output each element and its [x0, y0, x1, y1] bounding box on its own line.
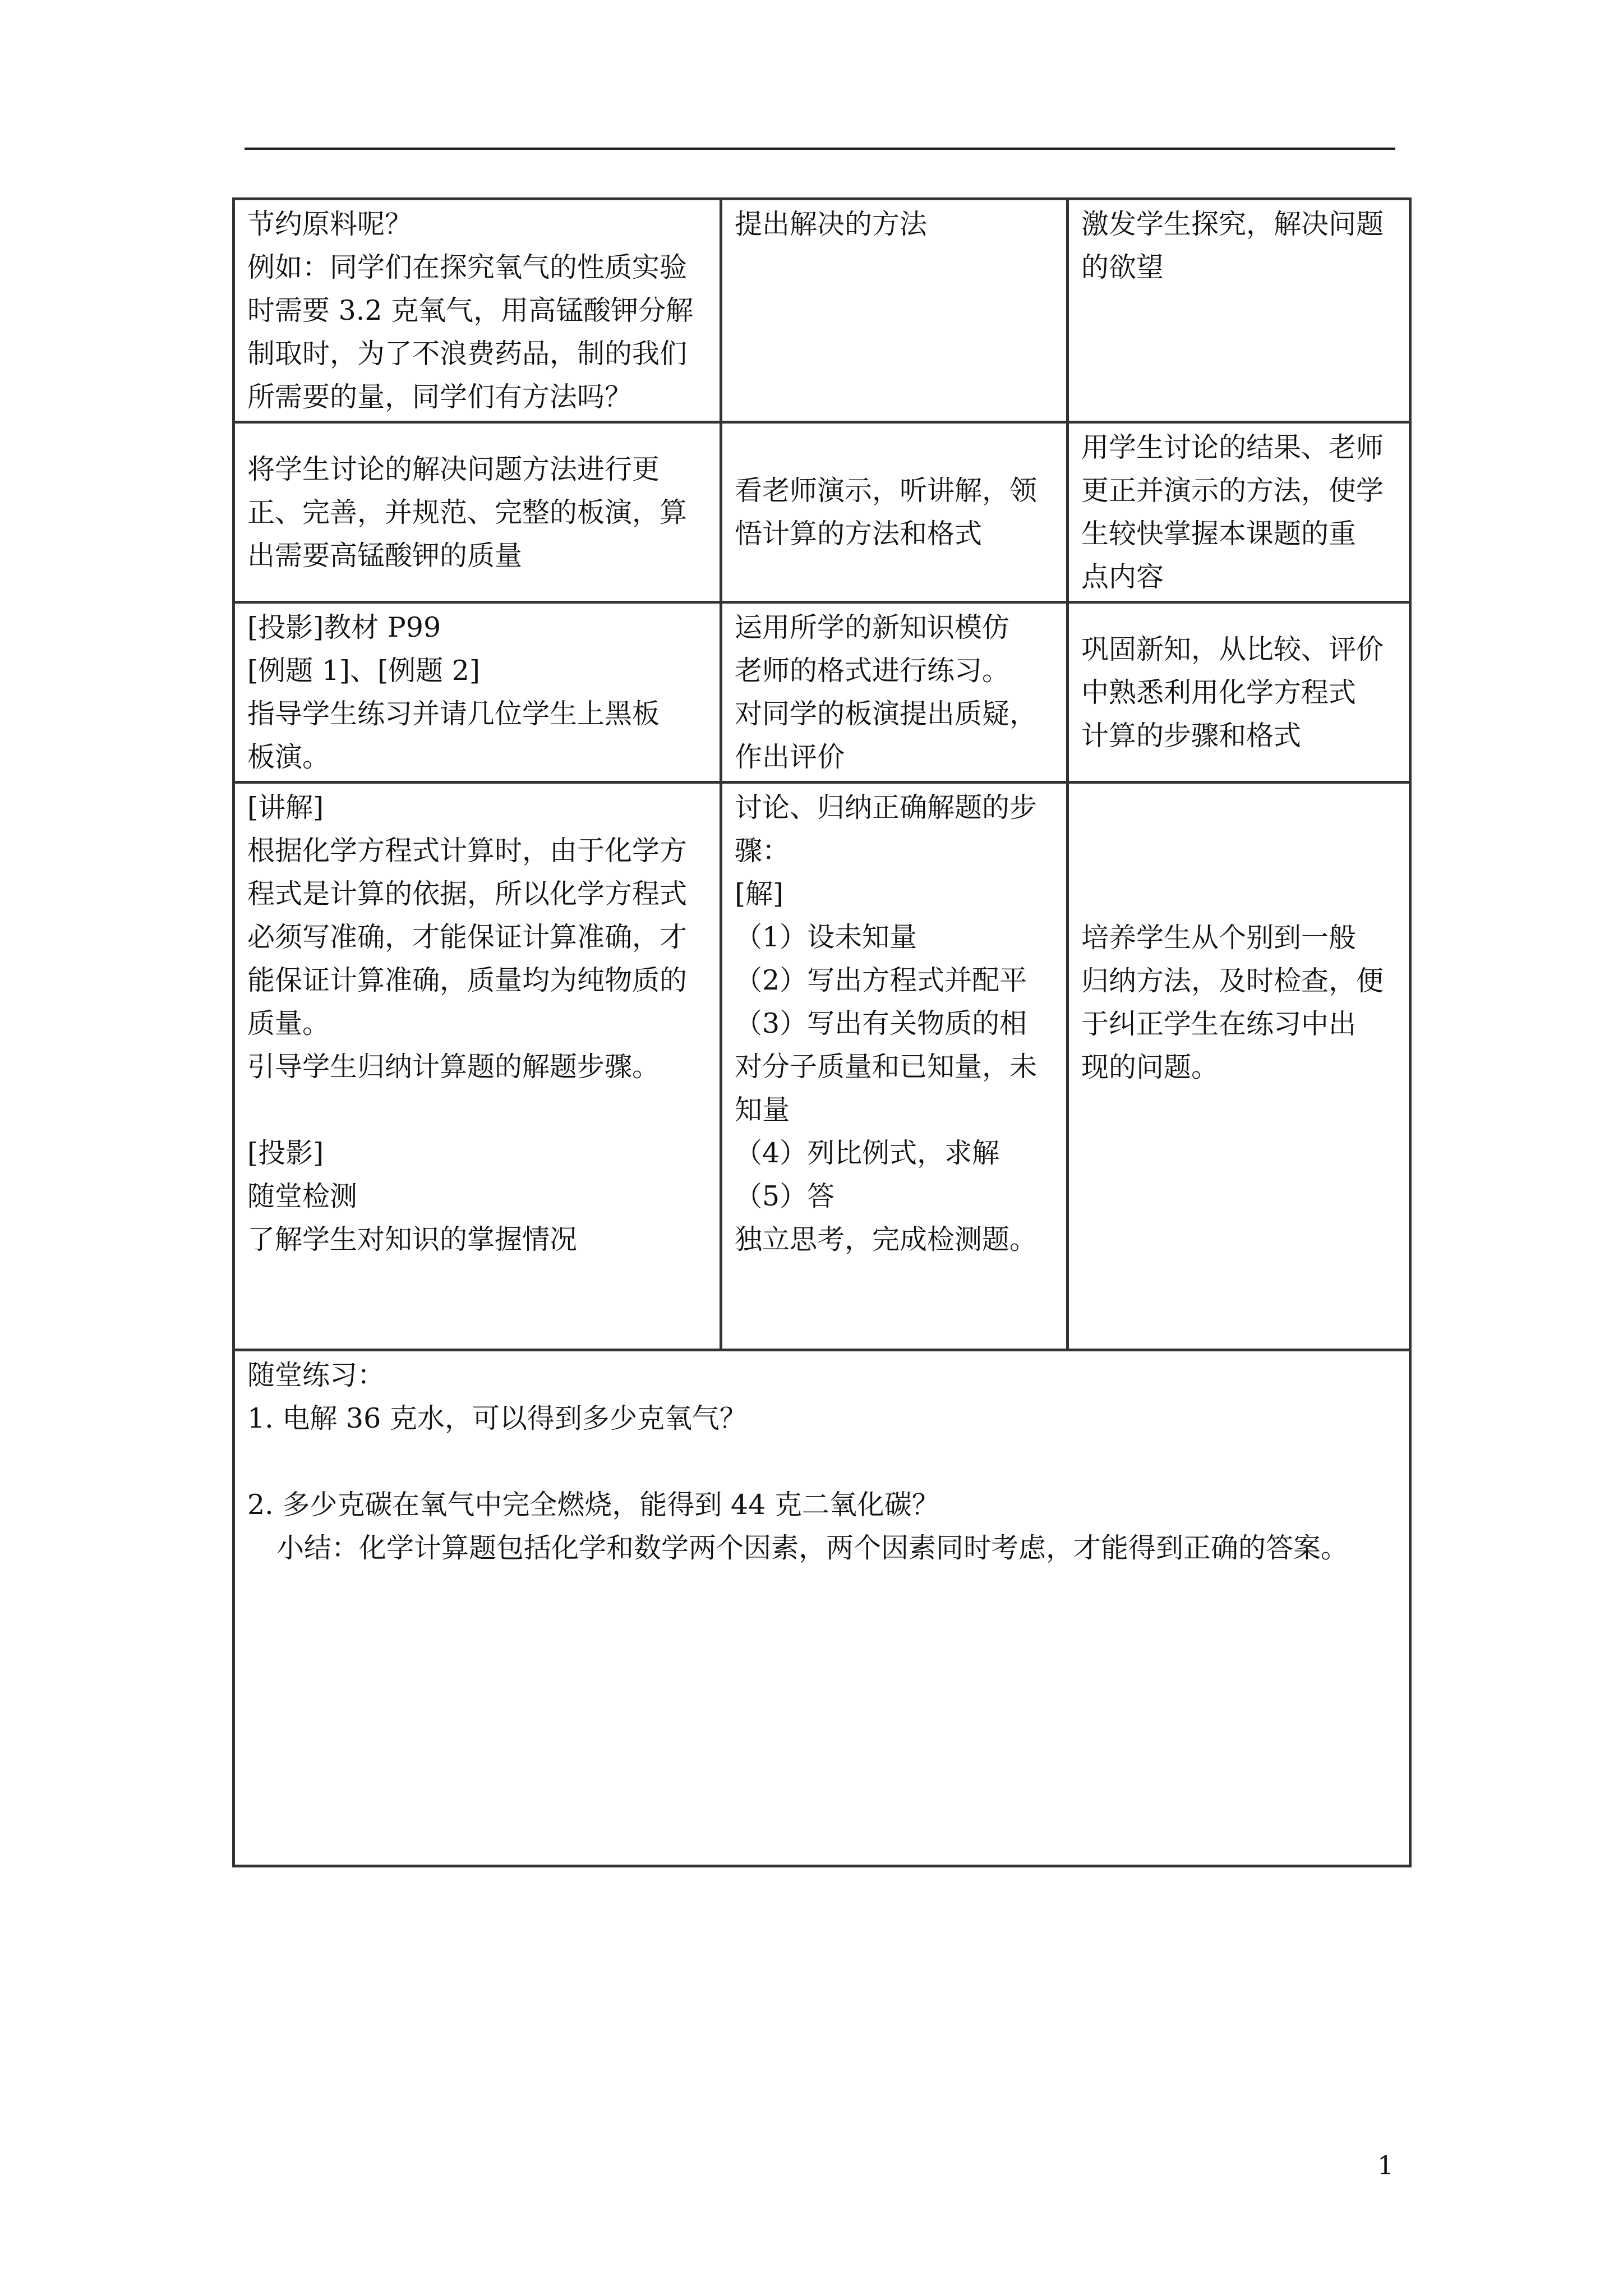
text-line: 质量。: [247, 1007, 330, 1039]
text-line: 对分子质量和已知量，未: [735, 1051, 1038, 1083]
text-line: 生较快掌握本课题的重: [1081, 518, 1357, 550]
text-line: 计算的步骤和格式: [1081, 719, 1302, 752]
text-line: 指导学生练习并请几位学生上黑板: [247, 698, 660, 730]
text-line: 将学生讨论的解决问题方法进行更: [247, 453, 660, 485]
text-line: 讨论、归纳正确解题的步: [735, 792, 1038, 823]
text-line: 随堂检测: [247, 1180, 358, 1212]
teacher-activity-cell: [234, 199, 721, 422]
text-line: 的欲望: [1081, 251, 1164, 283]
page-number: 1: [1377, 2150, 1394, 2180]
text-line: 知量: [735, 1094, 790, 1126]
text-line: 独立思考，完成检测题。: [735, 1223, 1038, 1255]
table-row: [234, 602, 1410, 783]
text-line: 对同学的板演提出质疑，: [735, 698, 1038, 730]
text-line: 制取时，为了不浪费药品，制的我们: [247, 338, 688, 370]
text-line: 中熟悉利用化学方程式: [1081, 676, 1357, 708]
text-line: 时需要 3.2 克氧气，用高锰酸钾分解: [247, 295, 694, 326]
teacher-activity-cell: [234, 422, 721, 602]
lesson-plan-table: [232, 197, 1412, 1867]
student-activity-cell: [721, 602, 1068, 783]
design-intent-cell: [1068, 422, 1410, 602]
text-line: [投影]: [247, 1137, 324, 1169]
design-intent-cell: [1068, 199, 1410, 422]
practice-question-1: 1. 电解 36 克水，可以得到多少克氧气？: [247, 1402, 747, 1434]
text-line: 提出解决的方法: [735, 208, 928, 240]
text-line: （3）写出有关物质的相: [735, 1007, 1027, 1039]
text-line: 节约原料呢？: [247, 208, 413, 240]
text-line: （4）列比例式，求解: [735, 1137, 1000, 1169]
text-line: 程式是计算的依据，所以化学方程式: [247, 878, 688, 910]
design-intent-cell: [1068, 783, 1410, 1350]
text-line: [例题 1]、[例题 2]: [247, 655, 480, 687]
text-line: 运用所学的新知识模仿: [735, 611, 1010, 643]
student-activity-cell: [721, 422, 1068, 602]
practice-cell: [234, 1350, 1410, 1866]
text-line: 归纳方法，及时检查，便: [1081, 965, 1384, 997]
text-line: 点内容: [1081, 561, 1164, 593]
text-line: 板演。: [247, 741, 330, 773]
header-rule: [245, 148, 1395, 150]
practice-question-2: 2. 多少克碳在氧气中完全燃烧，能得到 44 克二氧化碳？: [247, 1489, 939, 1521]
table-row: [234, 199, 1410, 422]
text-line: 例如：同学们在探究氧气的性质实验: [247, 251, 688, 283]
text-line: （2）写出方程式并配平: [735, 964, 1027, 996]
text-line: 看老师演示，听讲解，领: [735, 475, 1038, 507]
text-line: 了解学生对知识的掌握情况: [247, 1223, 578, 1255]
text-line: （5）答: [735, 1180, 835, 1212]
text-line: 老师的格式进行练习。: [735, 655, 1010, 687]
text-line: （1）设未知量: [735, 921, 917, 953]
text-line: 于纠正学生在练习中出: [1081, 1008, 1357, 1040]
text-line: 悟计算的方法和格式: [735, 518, 983, 550]
text-line: 培养学生从个别到一般: [1081, 922, 1357, 954]
table-row: [234, 422, 1410, 602]
teacher-activity-cell: [234, 602, 721, 783]
text-line: 必须写准确，才能保证计算准确，才: [247, 921, 688, 953]
student-activity-cell: [721, 199, 1068, 422]
text-line: [解]: [735, 878, 784, 910]
text-line: 所需要的量，同学们有方法吗？: [247, 381, 633, 413]
text-line: 更正并演示的方法，使学: [1081, 475, 1384, 507]
blank-line: [247, 1440, 1396, 1483]
text-line: 出需要高锰酸钾的质量: [247, 539, 523, 572]
blank-line: [247, 1088, 707, 1131]
practice-title: 随堂练习：: [247, 1359, 385, 1391]
student-activity-cell: [721, 783, 1068, 1350]
text-line: 激发学生探究，解决问题: [1081, 208, 1384, 240]
text-line: 现的问题。: [1081, 1051, 1219, 1083]
text-line: 能保证计算准确，质量均为纯物质的: [247, 964, 688, 996]
text-line: [投影]教材 P99: [247, 611, 441, 643]
teacher-activity-cell: [234, 783, 721, 1350]
text-line: 巩固新知，从比较、评价: [1081, 633, 1384, 665]
text-line: [讲解]: [247, 792, 324, 823]
text-line: 引导学生归纳计算题的解题步骤。: [247, 1051, 660, 1083]
text-line: 根据化学方程式计算时，由于化学方: [247, 835, 688, 867]
text-line: 骤：: [735, 835, 790, 867]
text-line: 用学生讨论的结果、老师: [1081, 431, 1384, 463]
design-intent-cell: [1068, 602, 1410, 783]
table-row: [234, 783, 1410, 1350]
text-line: 正、完善，并规范、完整的板演，算: [247, 496, 688, 528]
text-line: 作出评价: [735, 741, 845, 773]
practice-row: [234, 1350, 1410, 1866]
practice-summary: 小结：化学计算题包括化学和数学两个因素，两个因素同时考虑，才能得到正确的答案。: [276, 1532, 1349, 1564]
